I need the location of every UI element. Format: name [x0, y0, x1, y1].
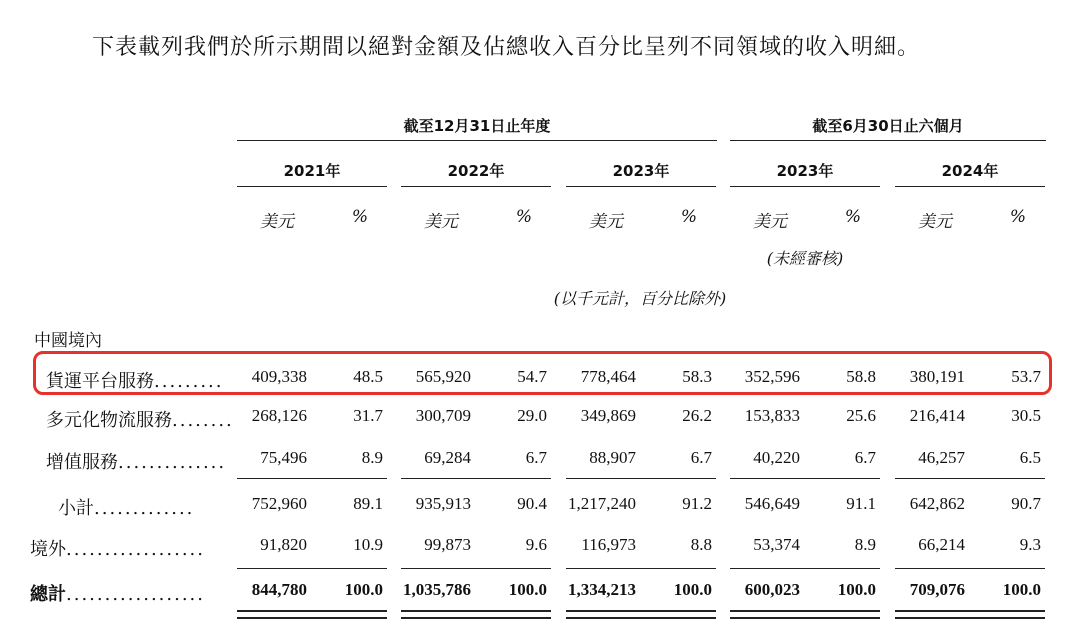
table-cell: 48.5	[353, 367, 383, 386]
table-cell: 58.3	[682, 367, 712, 386]
percent-label: %	[680, 207, 698, 227]
currency-label: 美元	[589, 212, 623, 232]
table-cell: 844,780	[251, 580, 307, 599]
table-cell: 409,338	[251, 367, 307, 386]
currency-label: 美元	[424, 212, 458, 232]
table-cell: 26.2	[682, 406, 712, 425]
table-cell: 709,076	[909, 580, 965, 599]
table-cell: 10.9	[353, 535, 383, 554]
table-cell: 1,217,240	[568, 494, 636, 513]
table-cell: 90.7	[1011, 494, 1041, 513]
currency-label: 美元	[260, 212, 294, 232]
table-cell: 642,862	[909, 494, 965, 513]
table-cell: 29.0	[517, 406, 547, 425]
unit-note: (以千元計，百分比除外)	[553, 289, 727, 308]
subtotal-rule	[401, 478, 551, 479]
table-row	[0, 448, 1080, 480]
table-row	[0, 406, 1080, 438]
table-cell: 752,960	[251, 494, 307, 513]
table-row-total	[0, 580, 1080, 612]
percent-label: %	[515, 207, 533, 227]
total-double-rule	[237, 610, 387, 619]
table-cell: 46,257	[918, 448, 965, 467]
table-cell: 216,414	[909, 406, 965, 425]
table-cell: 8.9	[854, 535, 876, 554]
table-cell: 349,869	[580, 406, 636, 425]
total-double-rule	[895, 610, 1045, 619]
group-underline-halfyear	[730, 140, 1046, 141]
table-cell: 53.7	[1011, 367, 1041, 386]
table-cell: 268,126	[251, 406, 307, 425]
table-cell: 25.6	[846, 406, 876, 425]
table-cell: 352,596	[744, 367, 800, 386]
table-cell: 69,284	[424, 448, 471, 467]
total-rule	[895, 568, 1045, 569]
table-cell: 9.3	[1019, 535, 1041, 554]
table-cell: 89.1	[353, 494, 383, 513]
table-cell: 116,973	[581, 535, 636, 554]
table-cell: 8.8	[690, 535, 712, 554]
group-header-halfyear: 截至6月30日止六個月	[812, 117, 964, 135]
year-header-2023-h1: 2023年	[776, 162, 834, 180]
year-header-2023: 2023年	[612, 162, 670, 180]
table-cell: 565,920	[415, 367, 471, 386]
table-cell: 40,220	[753, 448, 800, 467]
table-cell: 53,374	[753, 535, 800, 554]
percent-label: %	[351, 207, 369, 227]
table-cell: 6.7	[854, 448, 876, 467]
table-cell: 91.1	[846, 494, 876, 513]
table-row	[0, 367, 1080, 399]
year-header-2022: 2022年	[447, 162, 505, 180]
table-cell: 91.2	[682, 494, 712, 513]
table-cell: 30.5	[1011, 406, 1041, 425]
table-cell: 66,214	[918, 535, 965, 554]
table-cell: 100.0	[837, 580, 876, 599]
year-underline	[730, 186, 880, 187]
table-cell: 88,907	[589, 448, 636, 467]
total-double-rule	[401, 610, 551, 619]
percent-label: %	[844, 207, 862, 227]
row-label: 多元化物流服務........	[46, 410, 234, 431]
subtotal-rule	[730, 478, 880, 479]
table-cell: 935,913	[415, 494, 471, 513]
table-cell: 91,820	[260, 535, 307, 554]
table-cell: 9.6	[525, 535, 547, 554]
table-cell: 1,334,213	[568, 580, 636, 599]
total-double-rule	[730, 610, 880, 619]
year-underline	[566, 186, 716, 187]
group-underline-annual	[237, 140, 717, 141]
table-cell: 546,649	[744, 494, 800, 513]
year-underline	[237, 186, 387, 187]
intro-text: 下表載列我們於所示期間以絕對金額及佔總收入百分比呈列不同領域的收入明細。	[92, 35, 921, 60]
table-cell: 600,023	[744, 580, 800, 599]
unaudited-note: (未經審核)	[766, 249, 844, 268]
table-cell: 31.7	[353, 406, 383, 425]
group-header-annual: 截至12月31日止年度	[403, 117, 551, 135]
table-cell: 58.8	[846, 367, 876, 386]
total-rule	[401, 568, 551, 569]
table-cell: 6.5	[1019, 448, 1041, 467]
section-label-domestic: 中國境內	[34, 331, 102, 351]
table-cell: 8.9	[361, 448, 383, 467]
year-header-2021: 2021年	[283, 162, 341, 180]
percent-label: %	[1009, 207, 1027, 227]
row-label: 增值服務..............	[46, 452, 227, 473]
total-rule	[730, 568, 880, 569]
table-cell: 6.7	[525, 448, 547, 467]
table-row-subtotal	[0, 494, 1080, 526]
total-rule	[566, 568, 716, 569]
table-cell: 778,464	[580, 367, 636, 386]
table-cell: 100.0	[673, 580, 712, 599]
row-label: 總計..................	[30, 584, 205, 605]
table-cell: 153,833	[744, 406, 800, 425]
table-cell: 100.0	[344, 580, 383, 599]
table-cell: 1,035,786	[403, 580, 471, 599]
table-cell: 300,709	[415, 406, 471, 425]
table-cell: 54.7	[517, 367, 547, 386]
table-cell: 6.7	[690, 448, 712, 467]
row-label: 貨運平台服務.........	[46, 371, 224, 392]
year-underline	[401, 186, 551, 187]
table-cell: 90.4	[517, 494, 547, 513]
total-rule	[237, 568, 387, 569]
year-header-2024-h1: 2024年	[941, 162, 999, 180]
total-double-rule	[566, 610, 716, 619]
subtotal-rule	[566, 478, 716, 479]
subtotal-rule	[895, 478, 1045, 479]
currency-label: 美元	[753, 212, 787, 232]
table-row	[0, 535, 1080, 567]
row-label: 小計.............	[58, 498, 195, 519]
subtotal-rule	[237, 478, 387, 479]
table-cell: 75,496	[260, 448, 307, 467]
table-cell: 100.0	[508, 580, 547, 599]
row-label: 境外..................	[30, 539, 205, 560]
currency-label: 美元	[918, 212, 952, 232]
table-cell: 100.0	[1002, 580, 1041, 599]
table-cell: 380,191	[909, 367, 965, 386]
table-cell: 99,873	[424, 535, 471, 554]
year-underline	[895, 186, 1045, 187]
